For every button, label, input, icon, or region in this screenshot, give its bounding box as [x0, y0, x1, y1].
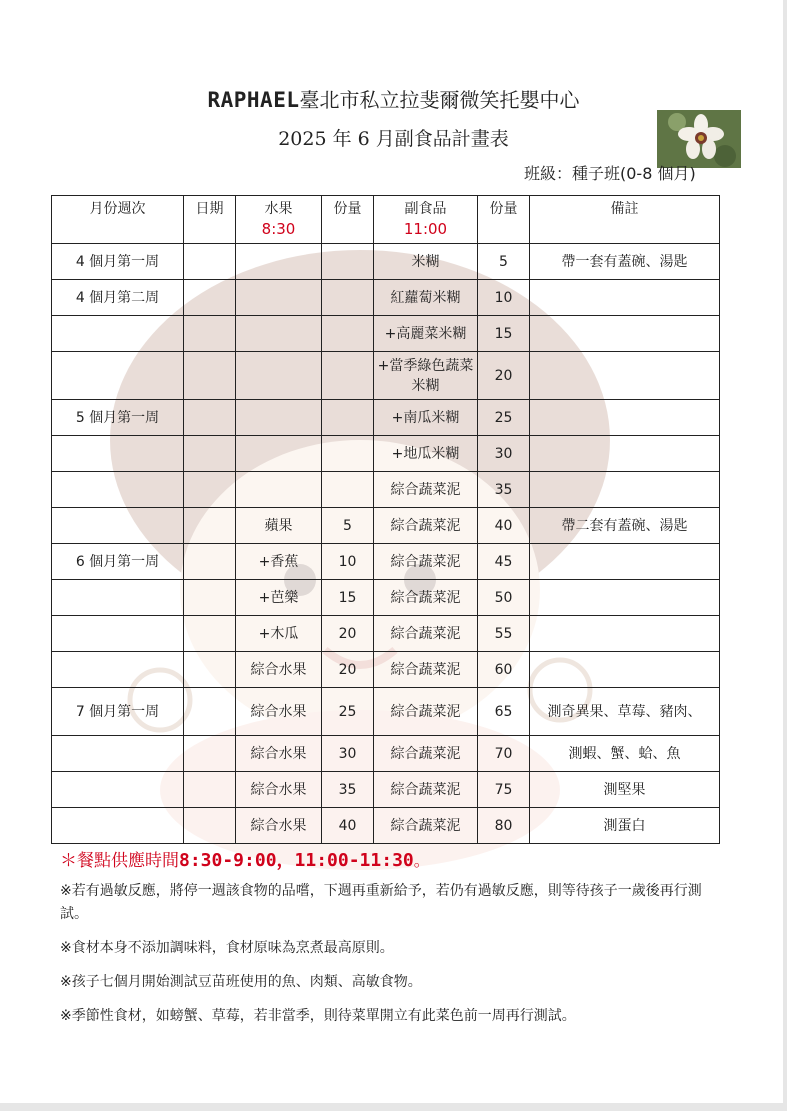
meal-time-prefix: ＊餐點供應時間 [60, 851, 179, 871]
fruit-qty-cell: 10 [322, 544, 374, 580]
fruit-qty-cell: 35 [322, 772, 374, 808]
note-cell [530, 280, 720, 316]
food-qty-cell: 20 [478, 352, 530, 400]
week-cell [52, 652, 184, 688]
fruit-cell: 綜合水果 [236, 772, 322, 808]
week-cell: 6 個月第一周 [52, 544, 184, 580]
fruit-qty-cell [322, 316, 374, 352]
header-food-time: 11:00 [403, 220, 448, 238]
food-cell: 綜合蔬菜泥 [374, 544, 478, 580]
food-qty-cell: 40 [478, 508, 530, 544]
food-cell: 米糊 [374, 244, 478, 280]
note-cell [530, 472, 720, 508]
note-cell [530, 352, 720, 400]
fruit-cell [236, 280, 322, 316]
header-month-week: 月份週次 [52, 196, 184, 244]
table-row [52, 688, 720, 736]
fruit-cell [236, 352, 322, 400]
date-cell [184, 652, 236, 688]
note-cell: 測蛋白 [530, 808, 720, 844]
food-plan-table [51, 195, 720, 844]
food-qty-cell: 80 [478, 808, 530, 844]
food-qty-cell: 70 [478, 736, 530, 772]
note-cell [530, 544, 720, 580]
header-fruit-label: 水果 [264, 201, 293, 217]
week-cell [52, 316, 184, 352]
fruit-cell: 綜合水果 [236, 652, 322, 688]
table-row [52, 352, 720, 400]
food-cell: +南瓜米糊 [374, 400, 478, 436]
week-cell [52, 736, 184, 772]
note-seasonal: ※季節性食材，如螃蟹、草莓，若非當季，則待菜單開立有此菜色前一周再行測試。 [60, 1008, 576, 1024]
table-row [52, 580, 720, 616]
food-cell: 紅蘿蔔米糊 [374, 280, 478, 316]
header-food [374, 196, 478, 244]
plan-title: 2025 年 6 月副食品計畫表 [278, 128, 509, 150]
table-row [52, 616, 720, 652]
note-cell: 測奇異果、草莓、豬肉、 [530, 688, 720, 736]
note-cell: 帶二套有蓋碗、湯匙 [530, 508, 720, 544]
date-cell [184, 508, 236, 544]
page-edge [783, 0, 787, 1111]
brand-logo-text: RAPHAEL [207, 88, 300, 112]
date-cell [184, 400, 236, 436]
fruit-qty-cell [322, 352, 374, 400]
table-row [52, 316, 720, 352]
table-row [52, 436, 720, 472]
date-cell [184, 808, 236, 844]
table-row [52, 772, 720, 808]
week-cell [52, 436, 184, 472]
note-seasoning: ※食材本身不添加調味料，食材原味為烹煮最高原則。 [60, 940, 394, 956]
center-title [0, 84, 787, 113]
table-row [52, 472, 720, 508]
food-qty-cell: 75 [478, 772, 530, 808]
header-fruit-time: 8:30 [261, 220, 296, 238]
food-cell: 綜合蔬菜泥 [374, 652, 478, 688]
week-cell [52, 580, 184, 616]
food-cell: 綜合蔬菜泥 [374, 736, 478, 772]
note-allergy: ※若有過敏反應，將停一週該食物的品嚐，下週再重新給予，若仍有過敏反應，則等待孩子一歲後再行測試。 [60, 883, 702, 922]
header-food-label: 副食品 [404, 201, 447, 217]
food-qty-cell: 5 [478, 244, 530, 280]
food-cell: +高麗菜米糊 [374, 316, 478, 352]
note-cell: 測堅果 [530, 772, 720, 808]
table-row [52, 400, 720, 436]
header-note: 備註 [530, 196, 720, 244]
note-cell [530, 652, 720, 688]
note-cell [530, 400, 720, 436]
food-cell: +地瓜米糊 [374, 436, 478, 472]
fruit-cell: +芭樂 [236, 580, 322, 616]
fruit-qty-cell: 30 [322, 736, 374, 772]
date-cell [184, 688, 236, 736]
week-cell [52, 472, 184, 508]
header-food-qty: 份量 [478, 196, 530, 244]
food-cell: 綜合蔬菜泥 [374, 580, 478, 616]
food-qty-cell: 25 [478, 400, 530, 436]
fruit-cell [236, 316, 322, 352]
week-cell [52, 616, 184, 652]
food-qty-cell: 45 [478, 544, 530, 580]
food-cell: 綜合蔬菜泥 [374, 772, 478, 808]
notes-section [60, 880, 726, 1039]
note-cell [530, 616, 720, 652]
fruit-cell [236, 472, 322, 508]
food-qty-cell: 60 [478, 652, 530, 688]
table-header-row [52, 196, 720, 244]
week-cell [52, 772, 184, 808]
fruit-qty-cell: 20 [322, 652, 374, 688]
date-cell [184, 280, 236, 316]
note-cell: 測蝦、蟹、蛤、魚 [530, 736, 720, 772]
food-cell: 綜合蔬菜泥 [374, 472, 478, 508]
meal-time-notice [60, 846, 430, 872]
header-fruit [236, 196, 322, 244]
food-cell: 綜合蔬菜泥 [374, 688, 478, 736]
fruit-qty-cell: 15 [322, 580, 374, 616]
fruit-qty-cell: 25 [322, 688, 374, 736]
class-info: 班級：種子班(0-8 個月) [524, 164, 696, 183]
fruit-cell: +香蕉 [236, 544, 322, 580]
fruit-cell [236, 400, 322, 436]
header-date: 日期 [184, 196, 236, 244]
date-cell [184, 472, 236, 508]
food-cell: +當季綠色蔬菜米糊 [374, 352, 478, 400]
fruit-qty-cell: 40 [322, 808, 374, 844]
table-row [52, 244, 720, 280]
school-name: 臺北市私立拉斐爾微笑托嬰中心 [299, 88, 580, 112]
table-row [52, 736, 720, 772]
food-cell: 綜合蔬菜泥 [374, 808, 478, 844]
week-cell: 4 個月第二周 [52, 280, 184, 316]
fruit-qty-cell: 5 [322, 508, 374, 544]
note-cell [530, 436, 720, 472]
note-cell [530, 316, 720, 352]
note-cell [530, 580, 720, 616]
food-qty-cell: 65 [478, 688, 530, 736]
food-cell: 綜合蔬菜泥 [374, 616, 478, 652]
fruit-qty-cell [322, 244, 374, 280]
fruit-cell: +木瓜 [236, 616, 322, 652]
table-row [52, 808, 720, 844]
week-cell [52, 352, 184, 400]
food-qty-cell: 55 [478, 616, 530, 652]
fruit-qty-cell [322, 472, 374, 508]
fruit-cell: 蘋果 [236, 508, 322, 544]
week-cell [52, 808, 184, 844]
week-cell: 4 個月第一周 [52, 244, 184, 280]
table-row [52, 280, 720, 316]
date-cell [184, 436, 236, 472]
fruit-cell: 綜合水果 [236, 736, 322, 772]
date-cell [184, 352, 236, 400]
fruit-cell [236, 436, 322, 472]
date-cell [184, 580, 236, 616]
note-seven-months: ※孩子七個月開始測試豆苗班使用的魚、肉類、高敏食物。 [60, 974, 422, 990]
date-cell [184, 616, 236, 652]
fruit-cell: 綜合水果 [236, 688, 322, 736]
food-qty-cell: 30 [478, 436, 530, 472]
date-cell [184, 772, 236, 808]
page-bottom-edge [0, 1103, 787, 1111]
food-qty-cell: 50 [478, 580, 530, 616]
week-cell [52, 508, 184, 544]
table-row [52, 544, 720, 580]
fruit-qty-cell [322, 436, 374, 472]
fruit-qty-cell [322, 280, 374, 316]
fruit-qty-cell: 20 [322, 616, 374, 652]
meal-time-hours: 8:30-9:00，11:00-11:30 [179, 850, 414, 871]
meal-time-suffix: 。 [413, 851, 430, 870]
date-cell [184, 244, 236, 280]
fruit-cell: 綜合水果 [236, 808, 322, 844]
date-cell [184, 544, 236, 580]
food-qty-cell: 15 [478, 316, 530, 352]
note-cell: 帶一套有蓋碗、湯匙 [530, 244, 720, 280]
table-body [52, 244, 720, 844]
date-cell [184, 736, 236, 772]
table-row [52, 652, 720, 688]
week-cell: 7 個月第一周 [52, 688, 184, 736]
fruit-cell [236, 244, 322, 280]
food-qty-cell: 10 [478, 280, 530, 316]
header-fruit-qty: 份量 [322, 196, 374, 244]
fruit-qty-cell [322, 400, 374, 436]
food-cell: 綜合蔬菜泥 [374, 508, 478, 544]
table-row [52, 508, 720, 544]
food-qty-cell: 35 [478, 472, 530, 508]
date-cell [184, 316, 236, 352]
flower-photo [657, 110, 741, 168]
week-cell: 5 個月第一周 [52, 400, 184, 436]
